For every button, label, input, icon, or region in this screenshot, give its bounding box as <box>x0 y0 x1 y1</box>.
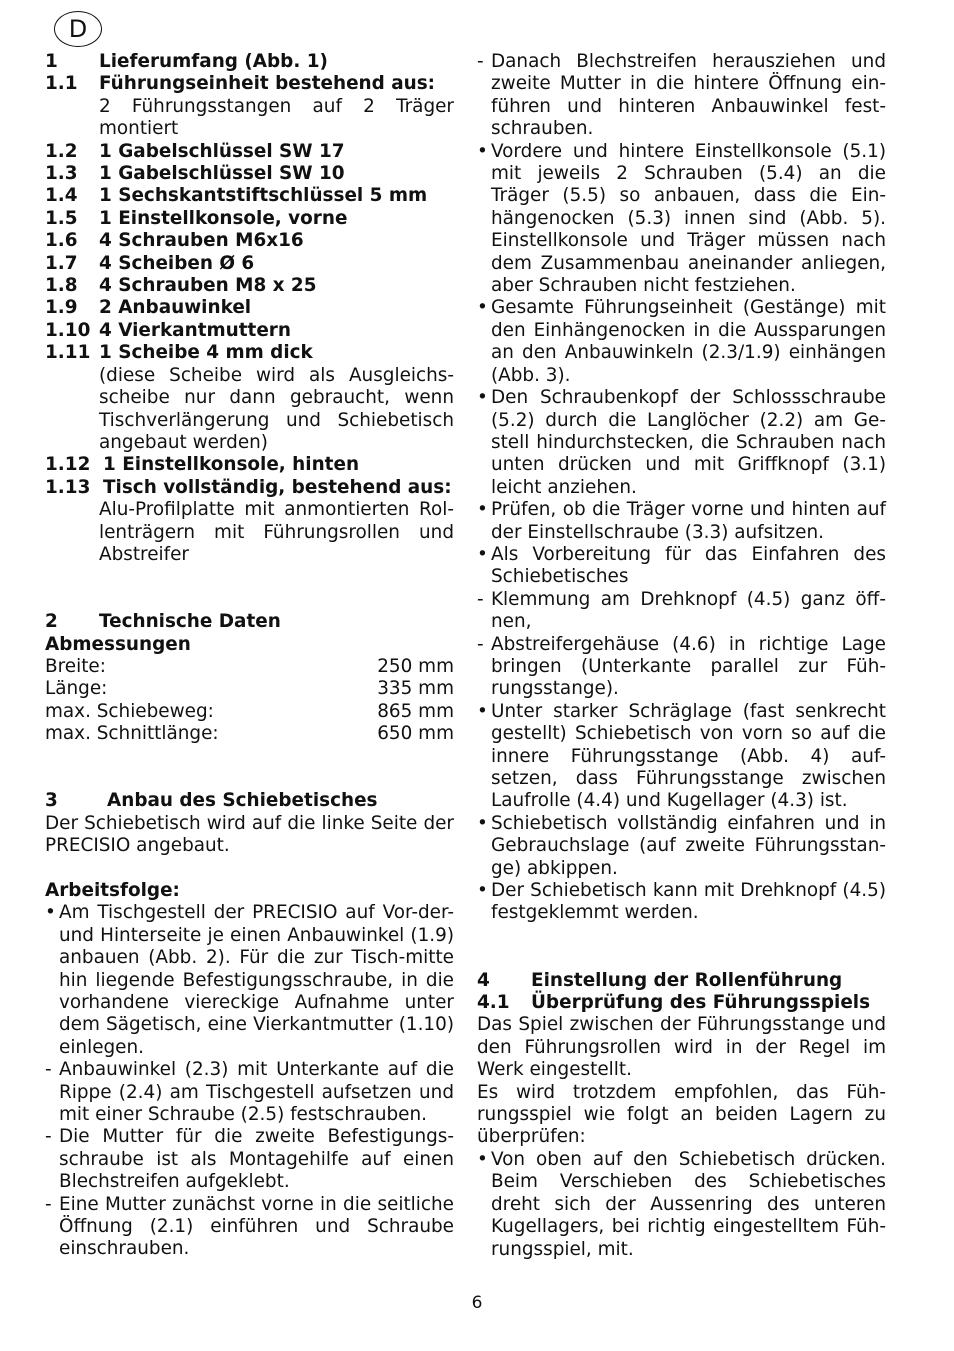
section-number: 4 <box>477 969 490 991</box>
item-1-1 <box>45 73 454 95</box>
item-1-10 <box>45 320 454 342</box>
dim-row <box>45 678 454 700</box>
list-item <box>477 701 886 813</box>
bullet-marker: • <box>477 499 488 521</box>
spacer <box>45 858 454 880</box>
item-title: 4 Schrauben M8 x 25 <box>99 275 317 297</box>
list-item <box>477 1149 886 1261</box>
item-1-5 <box>45 208 454 230</box>
section-3-intro: Der Schiebetisch wird auf die linke Seite der PRECISIO angebaut. <box>45 812 454 857</box>
list-item-text: Von oben auf den Schiebetisch drücken. Beim Verschieben des Schiebetisches dreht sich der Aussenring des unteren Kugellagers, bei richtig eingestelltem Füh-rungsspiel, mit. <box>491 1148 886 1260</box>
dim-value: 865 mm <box>377 700 454 722</box>
dim-label: Länge: <box>45 678 108 700</box>
item-1-6 <box>45 230 454 252</box>
item-number: 1.7 <box>45 252 78 274</box>
list-item <box>45 902 454 1059</box>
section-2-heading <box>45 611 454 633</box>
item-title: Tisch vollständig, bestehend aus: <box>103 476 452 498</box>
list-item <box>45 1126 454 1193</box>
bullet-marker: • <box>477 812 488 834</box>
item-1-11 <box>45 342 454 364</box>
bullet-marker: • <box>477 543 488 565</box>
list-item-text: Abstreifergehäuse (4.6) in richtige Lage bringen (Unterkante parallel zur Füh-rungsstange). <box>491 633 886 700</box>
list-item-text: Anbauwinkel (2.3) mit Unterkante auf die Rippe (2.4) am Tischgestell aufsetzen und mit einer Schraube (2.5) festschrauben. <box>59 1059 454 1126</box>
item-title: 4 Vierkantmuttern <box>99 319 291 341</box>
list-item-text: Gesamte Führungseinheit (Gestänge) mit den Einhängenocken in die Aussparungen an den Anbauwinkeln (2.3/1.9) einhängen (Abb. 3). <box>491 297 886 386</box>
dash-marker: - <box>45 1193 52 1215</box>
list-item-text: Prüfen, ob die Träger vorne und hinten auf der Einstellschraube (3.3) aufsitzen. <box>491 499 886 543</box>
spacer <box>477 925 886 970</box>
list-item <box>477 387 886 499</box>
bullet-marker: • <box>477 297 488 319</box>
list-item-text: Danach Blechstreifen herausziehen und zweite Mutter in die hintere Öffnung ein-führen und hinteren Anbauwinkel fest-schrauben. <box>491 51 886 140</box>
item-1-7 <box>45 253 454 275</box>
workflow-heading: Arbeitsfolge: <box>45 879 180 901</box>
bullet-marker: • <box>477 880 488 902</box>
paragraph: Das Spiel zwischen der Führungsstange und den Führungsrollen wird in der Regel im Werk eingestellt. <box>477 1014 886 1081</box>
list-item <box>477 589 886 634</box>
dim-row <box>45 701 454 723</box>
paragraph: Es wird trotzdem empfohlen, das Füh-rungsspiel wie folgt an beiden Lagern zu überprüfen: <box>477 1081 886 1148</box>
item-1-8 <box>45 275 454 297</box>
list-item-text: Vordere und hintere Einstellkonsole (5.1) mit jeweils 2 Schrauben (5.4) an die Träger (5.5) so anbauen, dass die Ein-hängenocken (5.3) innen sind (Abb. 5). Einstellkonsole und Träger müssen nach dem Zusammenbau aneinander anliegen, aber Schrauben nicht festziehen. <box>491 140 886 297</box>
list-item <box>477 141 886 298</box>
section-number: 3 <box>45 790 58 812</box>
section-title: Technische Daten <box>99 611 281 633</box>
dim-label: Breite: <box>45 655 106 677</box>
dim-label: max. Schiebeweg: <box>45 700 214 722</box>
list-item-text: Am Tischgestell der PRECISIO auf Vor-der- und Hinterseite je einen Anbauwinkel (1.9) anbauen (Abb. 2). Für die zur Tisch-mitte hin liegende Befestigungsschraube, in die vorhandene viereckige Aufnahme unter dem Sägetisch, eine Vierkantmutter (1.10) einlegen. <box>59 902 454 1058</box>
list-item <box>477 813 886 880</box>
item-title: 1 Einstellkonsole, vorne <box>99 207 348 229</box>
dimensions-heading: Abmessungen <box>45 633 191 655</box>
dash-marker: - <box>477 633 484 655</box>
list-item <box>477 297 886 387</box>
language-badge: D <box>54 11 102 47</box>
item-1-9 <box>45 297 454 319</box>
dash-marker: - <box>45 1126 52 1148</box>
spacer <box>45 566 454 611</box>
item-title: 4 Schrauben M6x16 <box>99 230 304 252</box>
section-4-1-heading <box>477 992 886 1014</box>
item-number: 1.10 <box>45 319 91 341</box>
item-title: 4 Scheiben Ø 6 <box>99 252 255 274</box>
section-title: Einstellung der Rollenführung <box>531 969 843 991</box>
list-item <box>477 51 886 141</box>
item-number: 1.1 <box>45 73 78 95</box>
item-number: 1.9 <box>45 297 78 319</box>
section-number: 1 <box>45 51 58 72</box>
item-1-13-body: Alu-Profilplatte mit anmontierten Rol-lenträgern mit Führungsrollen und Abstreifer <box>99 499 454 565</box>
list-item-text: Den Schraubenkopf der Schlossschraube (5.2) durch die Langlöcher (2.2) am Ge-stell hindurchstecken, die Schrauben nach unten drücken und mit Griffknopf (3.1) leicht anziehen. <box>491 387 886 498</box>
list-item <box>477 544 886 589</box>
list-item <box>477 880 886 925</box>
list-item-text: Als Vorbereitung für das Einfahren des Schiebetisches <box>491 543 886 588</box>
list-item-text: Der Schiebetisch kann mit Drehknopf (4.5) festgeklemmt werden. <box>491 880 886 924</box>
bullet-marker: • <box>477 1148 488 1170</box>
item-number: 1.2 <box>45 140 78 162</box>
section-title: Überprüfung des Führungsspiels <box>531 992 871 1014</box>
item-title: 2 Anbauwinkel <box>99 297 252 319</box>
section-title: Anbau des Schiebetisches <box>107 790 378 812</box>
item-title: 1 Sechskantstiftschlüssel 5 mm <box>99 185 428 207</box>
item-number: 1.5 <box>45 207 78 229</box>
item-title: 1 Einstellkonsole, hinten <box>103 454 360 476</box>
item-number: 1.11 <box>45 342 91 364</box>
item-1-4 <box>45 185 454 207</box>
dash-marker: - <box>45 1059 52 1081</box>
item-title: 1 Gabelschlüssel SW 17 <box>99 140 345 162</box>
right-column <box>477 51 886 1261</box>
list-item <box>477 499 886 544</box>
item-1-1-body: 2 Führungsstangen auf 2 Träger montiert <box>99 95 454 140</box>
item-number: 1.6 <box>45 230 78 252</box>
item-number: 1.3 <box>45 163 78 185</box>
bullet-marker: • <box>45 902 56 924</box>
section-3-heading <box>45 790 454 812</box>
left-column <box>45 51 454 1261</box>
list-item-text: Eine Mutter zunächst vorne in die seitliche Öffnung (2.1) einführen und Schraube einschrauben. <box>59 1193 454 1260</box>
list-item <box>45 1059 454 1126</box>
list-item-text: Die Mutter für die zweite Befestigungs-schraube ist als Montagehilfe auf einen Blechstreifen aufgeklebt. <box>59 1126 454 1193</box>
item-1-3 <box>45 163 454 185</box>
item-number: 1.12 <box>45 454 91 476</box>
item-number: 1.13 <box>45 476 91 498</box>
spacer <box>45 746 454 791</box>
item-number: 1.8 <box>45 275 78 297</box>
section-number: 4.1 <box>477 992 510 1014</box>
list-item-text: Schiebetisch vollständig einfahren und in Gebrauchslage (auf zweite Führungsstan-ge) abkippen. <box>491 812 886 879</box>
dim-value: 250 mm <box>377 655 454 677</box>
section-title: Lieferumfang (Abb. 1) <box>99 51 328 72</box>
item-1-11-body: (diese Scheibe wird als Ausgleichs-scheibe nur dann gebraucht, wenn Tischverlängerung und Schiebetisch angebaut werden) <box>99 364 454 453</box>
dim-row <box>45 723 454 745</box>
dim-row <box>45 656 454 678</box>
item-number: 1.4 <box>45 185 78 207</box>
dim-value: 335 mm <box>377 678 454 700</box>
section-1-heading <box>45 51 454 73</box>
item-title: Führungseinheit bestehend aus: <box>99 73 436 95</box>
list-item <box>45 1194 454 1261</box>
bullet-marker: • <box>477 140 488 162</box>
bullet-marker: • <box>477 700 488 722</box>
item-1-13 <box>45 477 454 499</box>
dash-marker: - <box>477 588 484 610</box>
list-item-text: Unter starker Schräglage (fast senkrecht gestellt) Schiebetisch von vorn so auf die innere Führungsstange (Abb. 4) auf-setzen, dass Führungsstange zwischen Laufrolle (4.4) und Kugellager (4.3) ist. <box>491 700 886 812</box>
dim-label: max. Schnittlänge: <box>45 723 219 745</box>
section-4-heading <box>477 970 886 992</box>
dash-marker: - <box>477 51 484 72</box>
page-number: 6 <box>471 1293 483 1313</box>
item-title: 1 Scheibe 4 mm dick <box>99 342 313 364</box>
list-item-text: Klemmung am Drehknopf (4.5) ganz öff-nen, <box>491 588 886 633</box>
item-1-12 <box>45 454 454 476</box>
section-number: 2 <box>45 611 58 633</box>
bullet-marker: • <box>477 387 488 409</box>
item-1-2 <box>45 141 454 163</box>
dim-value: 650 mm <box>377 723 454 745</box>
list-item <box>477 634 886 701</box>
item-title: 1 Gabelschlüssel SW 10 <box>99 163 345 185</box>
